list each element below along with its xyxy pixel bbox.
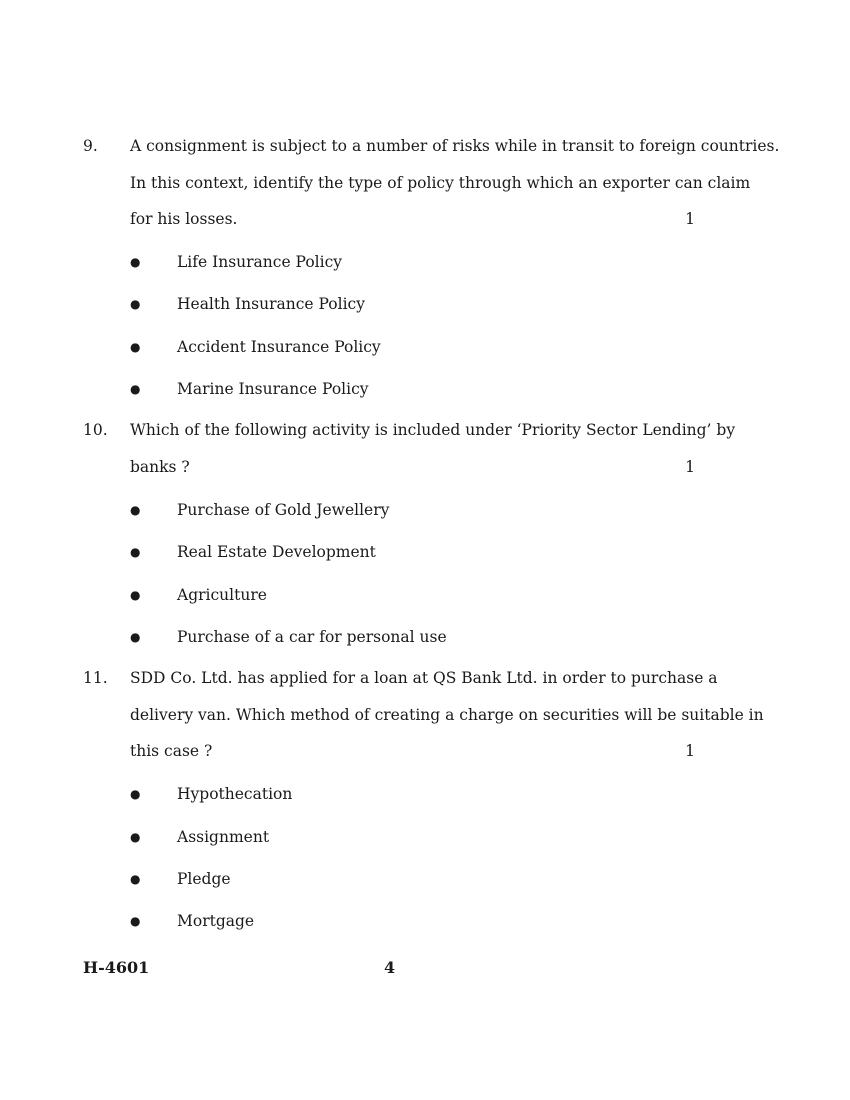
bullet-icon: ● bbox=[130, 914, 141, 928]
option-label: Assignment bbox=[177, 828, 270, 846]
bullet-icon: ● bbox=[130, 297, 141, 311]
option-label: Hypothecation bbox=[177, 785, 293, 803]
question-text-line: SDD Co. Ltd. has applied for a loan at QS Bank Ltd. in order to purchase a bbox=[130, 669, 718, 687]
page-number: 4 bbox=[384, 958, 396, 977]
bullet-icon: ● bbox=[130, 545, 141, 559]
bullet-icon: ● bbox=[130, 630, 141, 644]
question-text-line: banks ? bbox=[130, 458, 190, 476]
option-label: Purchase of a car for personal use bbox=[177, 628, 447, 646]
bullet-icon: ● bbox=[130, 588, 141, 602]
option-label: Purchase of Gold Jewellery bbox=[177, 501, 390, 519]
question-marks: 1 bbox=[685, 742, 695, 760]
question-text-line: this case ? bbox=[130, 742, 213, 760]
question-number: 11. bbox=[83, 669, 108, 687]
question-text-line: delivery van. Which method of creating a charge on securities will be suitable in bbox=[130, 706, 764, 724]
bullet-icon: ● bbox=[130, 830, 141, 844]
bullet-icon: ● bbox=[130, 872, 141, 886]
option-label: Real Estate Development bbox=[177, 543, 376, 561]
option-label: Pledge bbox=[177, 870, 231, 888]
question-marks: 1 bbox=[685, 458, 695, 476]
question-text-line: In this context, identify the type of policy through which an exporter can claim bbox=[130, 174, 751, 192]
option-label: Marine Insurance Policy bbox=[177, 380, 369, 398]
option-label: Mortgage bbox=[177, 912, 255, 930]
question-text-line: A consignment is subject to a number of risks while in transit to foreign countries. bbox=[130, 137, 780, 155]
bullet-icon: ● bbox=[130, 503, 141, 517]
question-text-line: Which of the following activity is included under ‘Priority Sector Lending’ by bbox=[130, 421, 736, 439]
question-number: 9. bbox=[83, 137, 98, 155]
question-number: 10. bbox=[83, 421, 108, 439]
option-label: Agriculture bbox=[177, 586, 267, 604]
option-label: Accident Insurance Policy bbox=[177, 338, 381, 356]
bullet-icon: ● bbox=[130, 340, 141, 354]
question-marks: 1 bbox=[685, 210, 695, 228]
bullet-icon: ● bbox=[130, 255, 141, 269]
question-text-line: for his losses. bbox=[130, 210, 238, 228]
option-label: Life Insurance Policy bbox=[177, 253, 343, 271]
paper-code: H-4601 bbox=[83, 958, 150, 977]
bullet-icon: ● bbox=[130, 787, 141, 801]
option-label: Health Insurance Policy bbox=[177, 295, 365, 313]
bullet-icon: ● bbox=[130, 382, 141, 396]
